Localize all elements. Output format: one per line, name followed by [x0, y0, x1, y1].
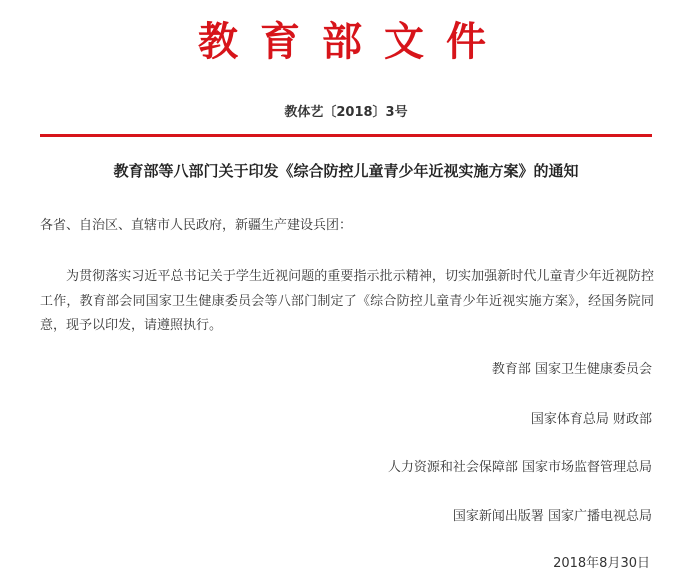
signatory-line: 人力资源和社会保障部 国家市场监督管理总局 [387, 460, 652, 475]
signatory-line: 国家体育总局 财政部 [530, 412, 652, 427]
document-number: 教体艺〔2018〕3号 [284, 105, 408, 120]
signatory-line: 教育部 国家卫生健康委员会 [491, 362, 652, 377]
masthead-title: 教育部文件 [198, 18, 508, 65]
red-divider-line [40, 134, 652, 137]
body-paragraph: 为贯彻落实习近平总书记关于学生近视问题的重要指示批示精神，切实加强新时代儿童青少年近视防控工作，教育部会同国家卫生健康委员会等八部门制定了《综合防控儿童青少年近视实施方案》，经国务院同意，现予以印发，请遵照执行。 [40, 269, 654, 333]
salutation: 各省、自治区、直辖市人民政府，新疆生产建设兵团： [40, 218, 353, 233]
notice-title: 教育部等八部门关于印发《综合防控儿童青少年近视实施方案》的通知 [113, 162, 579, 180]
signatory-line: 国家新闻出版署 国家广播电视总局 [452, 509, 652, 524]
issue-date: 2018年8月30日 [553, 556, 650, 571]
